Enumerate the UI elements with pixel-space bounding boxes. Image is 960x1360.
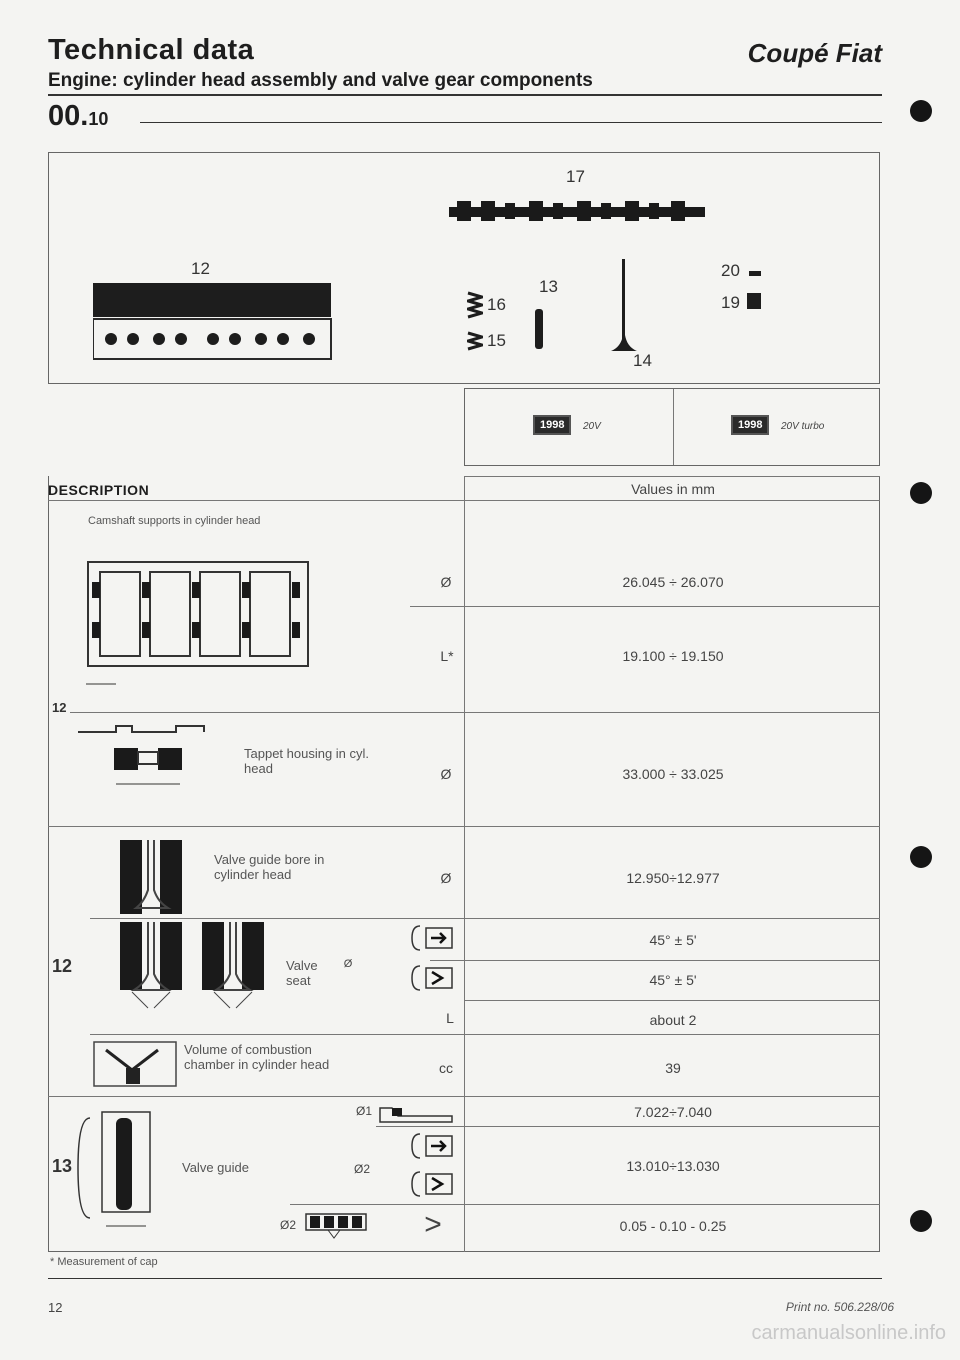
label-spring-inner: 16 — [487, 295, 506, 314]
valve-guide-label: Valve guide — [182, 1160, 249, 1175]
exhaust-icon — [408, 1170, 456, 1200]
cylinder-head-drawing — [93, 283, 333, 365]
tappet-housing-label: Tappet housing in cyl. head — [244, 746, 370, 776]
brand-name: Coupé Fiat — [747, 38, 882, 68]
components-diagram — [48, 152, 880, 384]
label-spring-outer: 15 — [487, 331, 506, 350]
section-rule — [140, 122, 882, 123]
intake-icon — [408, 924, 456, 954]
value-valve-seat-intake: 45° ± 5' — [649, 932, 697, 948]
camshaft-drawing — [449, 199, 709, 223]
binder-dot — [910, 846, 932, 868]
exhaust-icon — [408, 964, 456, 994]
engine-badge-20v: 1998 — [533, 415, 571, 435]
label-head: 12 — [191, 259, 210, 278]
valve-drawing — [609, 259, 639, 357]
engine-variants — [464, 388, 880, 466]
symbol-diameter-2: Ø2 — [279, 1218, 296, 1232]
values-heading: Values in mm — [631, 481, 715, 497]
page-number: 12 — [48, 1300, 63, 1315]
symbol-cc: cc — [439, 1060, 453, 1076]
camshaft-supports-drawing — [86, 560, 326, 690]
label-cap: 20 — [721, 261, 740, 280]
symbol-greater: > — [424, 1208, 442, 1241]
engine-note-20v-turbo: 20V turbo — [781, 421, 825, 432]
symbol-l: L — [446, 1010, 454, 1026]
collet-icon — [747, 293, 761, 309]
value-valve-guide-outer: 7.022÷7.040 — [634, 1104, 712, 1120]
value-camshaft-diameter: 26.045 ÷ 26.070 — [622, 574, 724, 590]
camshaft-supports-label: Camshaft supports in cylinder head — [88, 515, 261, 527]
symbol-diameter: Ø — [440, 870, 452, 886]
print-number: Print no. 506.228/06 — [785, 1300, 894, 1314]
binder-dot — [910, 100, 932, 122]
value-valve-guide-inner: 13.010÷13.030 — [626, 1158, 720, 1174]
footnote: * Measurement of cap — [50, 1256, 158, 1268]
row-number-head-a: 12 — [52, 700, 67, 715]
row-number-guide: 13 — [52, 1156, 73, 1176]
label-collet: 19 — [721, 293, 740, 312]
valve-seat-drawing-exhaust — [200, 920, 280, 1012]
valve-guide-bore-drawing — [118, 830, 188, 920]
value-tappet-housing: 33.000 ÷ 33.025 — [622, 766, 724, 782]
spring-icon — [467, 291, 483, 321]
oversize-guide-icon — [304, 1208, 368, 1242]
value-valve-seat-exhaust: 45° ± 5' — [649, 972, 697, 988]
section-main: 00. — [48, 100, 89, 132]
value-oversize-guides: 0.05 - 0.10 - 0.25 — [619, 1218, 727, 1234]
description-heading: DESCRIPTION — [48, 482, 150, 498]
header-rule — [48, 94, 882, 96]
valve-seat-label: Valve seat — [286, 958, 318, 988]
tappet-drawing — [535, 309, 545, 351]
section-number — [48, 100, 108, 133]
symbol-l-star: L* — [440, 648, 454, 664]
engine-badge-20v-turbo: 1998 — [731, 415, 769, 435]
page-title: Technical data — [48, 34, 255, 66]
binder-dot — [910, 1210, 932, 1232]
cap-icon — [749, 271, 761, 276]
page-subtitle: Engine: cylinder head assembly and valve gear components — [48, 70, 593, 91]
label-camshaft: 17 — [566, 167, 585, 186]
symbol-diameter-1: Ø1 — [355, 1104, 372, 1118]
watermark: carmanualsonline.info — [751, 1322, 946, 1344]
valve-guide-bore-label: Valve guide bore in cylinder head — [214, 852, 325, 882]
symbol-diameter: Ø — [343, 958, 353, 970]
engine-note-20v: 20V — [583, 421, 601, 432]
combustion-label: Volume of combustion chamber in cylinder head — [184, 1042, 330, 1072]
intake-icon — [408, 1132, 456, 1162]
row-number-head-b: 12 — [52, 956, 73, 976]
value-valve-seat-width: about 2 — [649, 1012, 697, 1028]
section-sub: 10 — [88, 109, 109, 129]
footer-rule — [48, 1278, 882, 1279]
symbol-diameter: Ø — [440, 574, 452, 590]
label-tappet: 13 — [539, 277, 558, 296]
symbol-diameter-2: Ø2 — [353, 1162, 370, 1176]
valve-guide-drawing — [76, 1098, 166, 1238]
value-combustion-volume: 39 — [665, 1060, 681, 1076]
combustion-chamber-drawing — [92, 1040, 182, 1090]
value-camshaft-length: 19.100 ÷ 19.150 — [622, 648, 724, 664]
table-divider — [464, 476, 465, 1252]
guide-outer-icon — [376, 1100, 456, 1126]
spring-icon — [467, 331, 483, 353]
value-valve-guide-bore: 12.950÷12.977 — [626, 870, 720, 886]
label-valve: 14 — [633, 351, 652, 370]
valve-seat-drawing-intake — [118, 920, 198, 1012]
tappet-housing-drawing — [76, 722, 216, 790]
symbol-diameter: Ø — [440, 766, 452, 782]
binder-dot — [910, 482, 932, 504]
